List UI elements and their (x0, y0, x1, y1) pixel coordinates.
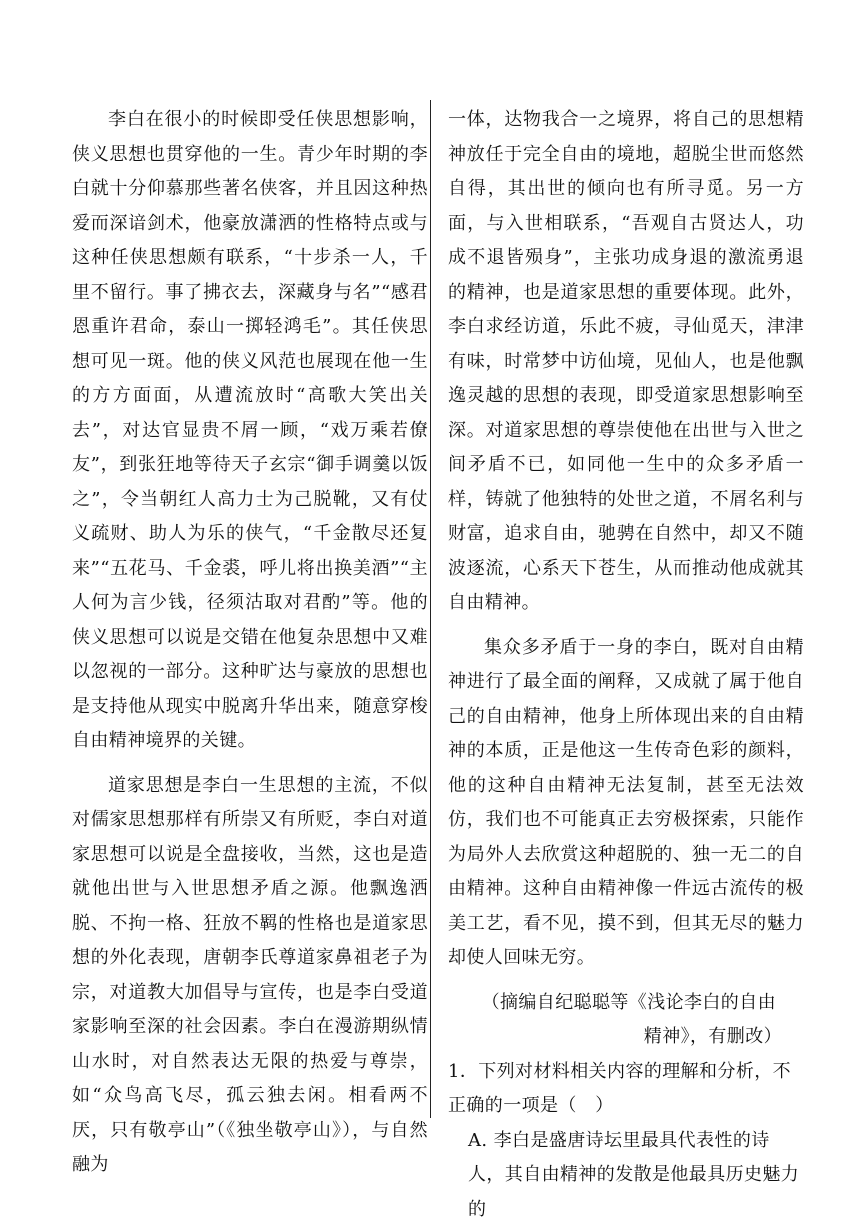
paragraph-continued: 一体，达物我合一之境界，将自己的思想精神放任于完全自由的境地，超脱尘世而悠然自得，其出世的倾向也有所寻觅。另一方面，与入世相联系，“吾观自古贤达人，功成不退皆殒身”，主张功成身退的激流勇退的精神，也是道家思想的重要体现。此外，李白求经访道，乐此不疲，寻仙觅天，津津有味，时常梦中访仙境，见仙人，也是他飘逸灵越的思想的表现，即受道家思想影响至深。对道家思想的尊崇使他在出世与入世之间矛盾不已，如同他一生中的众多矛盾一样，铸就了他独特的处世之道，不屑名利与财富，追求自由，驰骋在自然中，却又不随波逐流，心系天下苍生，从而推动他成就其自由精神。 (448, 103, 804, 621)
paragraph-youxia: 李白在很小的时候即受任侠思想影响，侠义思想也贯穿他的一生。青少年时期的李白就十分仰慕那些著名侠客，并且因这种热爱而深谙剑术，他豪放潇洒的性格特点或与这种任侠思想颇有联系，“十步杀一人，千里不留行。事了拂衣去，深藏身与名”“感君恩重许君命，泰山一掷轻鸿毛”。其任侠思想可见一斑。他的侠义风范也展现在他一生的方方面面，从遭流放时“高歌大笑出关去”，对达官显贵不屑一顾，“戏万乘若僚友”，到张狂地等待天子玄宗“御手调羹以饭之”，令当朝红人高力士为己脱靴，又有仗义疏财、助人为乐的侠气，“千金散尽还复来”“五花马、千金裘，呼儿将出换美酒”“主人何为言少钱，径须沽取对君酌”等。他的侠义思想可以说是交错在他复杂思想中又难以忽视的一部分。这种旷达与豪放的思想也是支持他从现实中脱离升华出来，随意穿梭自由精神境界的关键。 (72, 103, 428, 759)
source-citation-line2: 精神》，有删改） (448, 1020, 804, 1055)
right-column (448, 103, 804, 1227)
question-1-option-a: A. 李白是盛唐诗坛里最具代表性的诗人，其自由精神的发散是他最具历史魅力的 (448, 1124, 804, 1227)
paragraph-daojia: 道家思想是李白一生思想的主流，不似对儒家思想那样有所崇又有所贬，李白对道家思想可以说是全盘接收，当然，这也是造就他出世与入世思想矛盾之源。他飘逸洒脱、不拘一格、狂放不羁的性格也是道家思想的外化表现，唐朝李氏尊道家鼻祖老子为宗，对道教大加倡导与宣传，也是李白受道家影响至深的社会因素。李白在漫游期纵情山水时，对自然表达无限的热爱与尊崇，如“众鸟高飞尽，孤云独去闲。相看两不厌，只有敬亭山”（《独坐敬亭山》），与自然融为 (72, 769, 428, 1183)
question-1-stem: 1．下列对材料相关内容的理解和分析，不正确的一项是（ ） (448, 1055, 804, 1124)
source-citation-line1: （摘编自纪聪聪等《浅论李白的自由 (448, 986, 804, 1021)
column-divider (430, 100, 431, 1118)
left-column (72, 103, 428, 1183)
paragraph-conclusion: 集众多矛盾于一身的李白，既对自由精神进行了最全面的阐释，又成就了属于他自己的自由精神，他身上所体现出来的自由精神的本质，正是他这一生传奇色彩的颜料，他的这种自由精神无法复制，甚至无法效仿，我们也不可能真正去穷极探索，只能作为局外人去欣赏这种超脱的、独一无二的自由精神。这种自由精神像一件远古流传的极美工艺，看不见，摸不到，但其无尽的魅力却使人回味无穷。 (448, 631, 804, 976)
